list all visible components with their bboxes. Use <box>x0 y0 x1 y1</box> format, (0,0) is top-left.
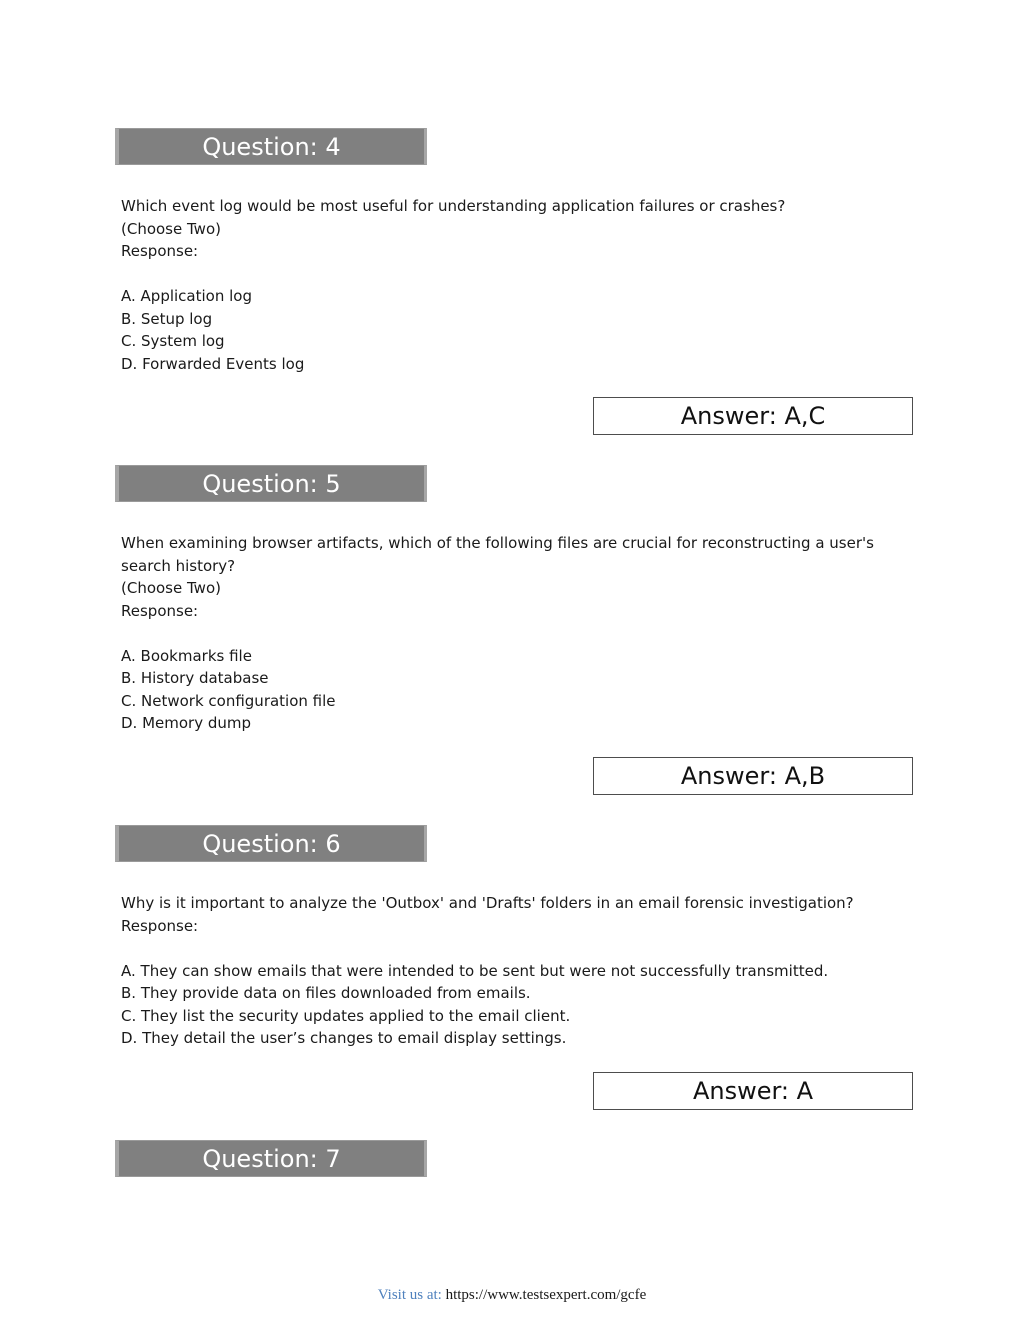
question-header <box>115 825 427 862</box>
answer-text: Answer: A,B <box>680 762 826 790</box>
question-body <box>121 195 921 375</box>
question-text: (Choose Two) <box>121 219 221 238</box>
answer-text: Answer: A,C <box>680 402 826 430</box>
option-b: B. They provide data on files downloaded from emails. <box>121 984 531 1002</box>
footer-link[interactable]: https://www.testsexpert.com/gcfe <box>445 1287 647 1303</box>
blank-line <box>121 263 921 286</box>
question-title: Question: 6 <box>202 830 341 858</box>
question-text: search history? <box>121 556 236 575</box>
question-text: Response: <box>121 916 199 935</box>
question-body <box>121 892 921 1050</box>
question-header <box>115 465 427 502</box>
footer-label: Visit us at: <box>377 1287 446 1303</box>
question-text: Why is it important to analyze the 'Outbox' and 'Drafts' folders in an email forensic investigation? <box>121 894 854 912</box>
question-title: Question: 4 <box>202 133 341 161</box>
option-a: A. Application log <box>121 287 252 305</box>
question-title: Question: 7 <box>202 1145 341 1173</box>
question-title: Question: 5 <box>202 470 341 498</box>
question-body <box>121 532 921 735</box>
option-b: B. Setup log <box>121 309 213 328</box>
option-d: D. Memory dump <box>121 714 252 732</box>
answer-box <box>593 397 913 435</box>
question-text: (Choose Two) <box>121 579 221 597</box>
question-text: Response: <box>121 242 199 260</box>
option-c: C. They list the security updates applied to the email client. <box>121 1006 571 1025</box>
question-text: Which event log would be most useful for understanding application failures or crashes? <box>121 197 786 215</box>
question-text: Response: <box>121 601 199 620</box>
question-header <box>115 1140 427 1177</box>
answer-box <box>593 1072 913 1110</box>
answer-box <box>593 757 913 795</box>
blank-line <box>121 622 921 645</box>
option-c: C. System log <box>121 332 225 350</box>
question-header <box>115 128 427 165</box>
option-a: A. Bookmarks file <box>121 646 252 665</box>
option-d: D. They detail the user’s changes to email display settings. <box>121 1029 567 1047</box>
option-c: C. Network configuration file <box>121 691 336 710</box>
question-text: When examining browser artifacts, which of the following files are crucial for reconstructing a user's <box>121 534 874 552</box>
footer <box>0 1285 1024 1305</box>
option-b: B. History database <box>121 669 269 687</box>
answer-text: Answer: A <box>692 1077 814 1105</box>
blank-line <box>121 937 921 960</box>
option-a: A. They can show emails that were intended to be sent but were not successfully transmitted. <box>121 961 829 980</box>
option-d: D. Forwarded Events log <box>121 354 305 373</box>
